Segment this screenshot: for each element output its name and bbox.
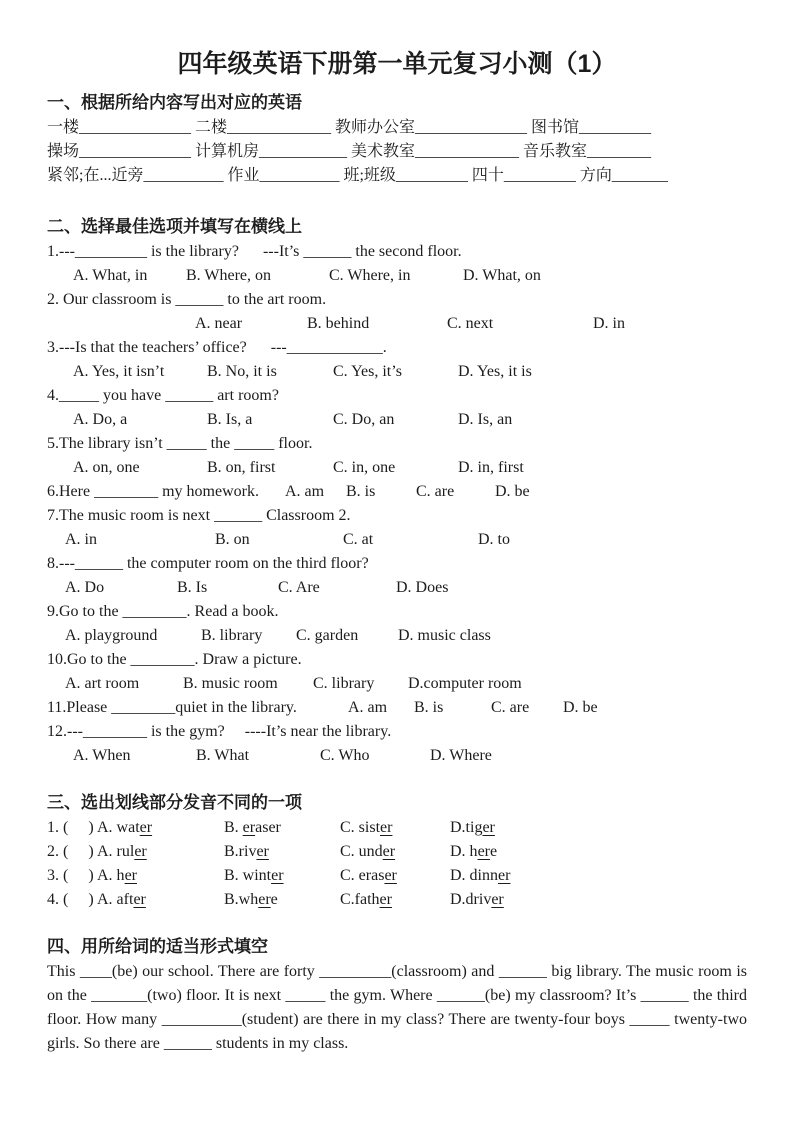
option-d: D. Yes, it is bbox=[458, 363, 532, 380]
option-d: D. to bbox=[478, 531, 510, 548]
option-c: C. are bbox=[416, 483, 455, 500]
question-12 bbox=[47, 720, 747, 768]
pronunciation-row-3 bbox=[47, 864, 747, 888]
pronunciation-row-4 bbox=[47, 888, 747, 912]
question-options bbox=[47, 456, 747, 480]
option-d: D. music class bbox=[398, 627, 491, 644]
option-d: D. dinner bbox=[450, 867, 511, 884]
vocab-line: 操场______________ 计算机房___________ 美术教室_____________ 音乐教室________ bbox=[47, 143, 652, 160]
question-stem: 2. Our classroom is ______ to the art room. bbox=[47, 291, 327, 308]
option-d: D. here bbox=[450, 843, 498, 860]
row-number: 2. ( ) bbox=[47, 843, 94, 860]
option-c: C. next bbox=[447, 315, 494, 332]
option-d: D. in, first bbox=[458, 459, 524, 476]
question-stem: 9.Go to the ________. Read a book. bbox=[47, 603, 279, 620]
question-stem: 5.The library isn’t _____ the _____ floor. bbox=[47, 435, 313, 452]
option-b: B. Where, on bbox=[186, 267, 272, 284]
question-stem: 12.---________ is the gym? ----It’s near the library. bbox=[47, 723, 392, 740]
option-a: A. Do, a bbox=[73, 411, 128, 428]
question-options bbox=[47, 264, 747, 288]
question-3 bbox=[47, 336, 747, 384]
section-vocabulary bbox=[47, 90, 747, 188]
section4-heading: 四、用所给词的适当形式填空 bbox=[47, 937, 268, 956]
question-options bbox=[47, 744, 747, 768]
question-5 bbox=[47, 432, 747, 480]
question-1 bbox=[47, 240, 747, 288]
question-stem: 3.---Is that the teachers’ office? ---____________. bbox=[47, 339, 387, 356]
row-number: 4. ( ) bbox=[47, 891, 94, 908]
question-options bbox=[47, 360, 747, 384]
question-stem: 8.---______ the computer room on the third floor? bbox=[47, 555, 369, 572]
pronunciation-row-2 bbox=[47, 840, 747, 864]
option-c: C. library bbox=[313, 675, 375, 692]
option-d: D. What, on bbox=[463, 267, 541, 284]
row-number: 1. ( ) bbox=[47, 819, 94, 836]
option-a: A. after bbox=[97, 891, 146, 908]
section-multiple-choice bbox=[47, 214, 747, 768]
question-options bbox=[47, 528, 747, 552]
option-d: D.computer room bbox=[408, 675, 522, 692]
section1-heading: 一、根据所给内容写出对应的英语 bbox=[47, 93, 302, 112]
option-a: A. When bbox=[73, 747, 131, 764]
option-c: C. eraser bbox=[340, 867, 397, 884]
option-c: C. sister bbox=[340, 819, 393, 836]
question-8 bbox=[47, 552, 747, 600]
question-options bbox=[285, 480, 530, 504]
vocab-line: 紧邻;在...近旁__________ 作业__________ 班;班级_________ 四十_________ 方向_______ bbox=[47, 167, 668, 184]
option-a: A. water bbox=[97, 819, 153, 836]
option-b: B. Is, a bbox=[207, 411, 253, 428]
option-d: D.tiger bbox=[450, 819, 495, 836]
question-4 bbox=[47, 384, 747, 432]
option-b: B.river bbox=[224, 843, 269, 860]
vocab-line: 一楼______________ 二楼_____________ 教师办公室______________ 图书馆_________ bbox=[47, 119, 652, 136]
pronunciation-row-1 bbox=[47, 816, 747, 840]
option-a: A. on, one bbox=[73, 459, 140, 476]
option-c: C. Where, in bbox=[329, 267, 411, 284]
option-a: A. What, in bbox=[73, 267, 148, 284]
question-6 bbox=[47, 480, 747, 504]
option-d: D. be bbox=[563, 699, 598, 716]
option-a: A. art room bbox=[65, 675, 140, 692]
option-c: C. at bbox=[343, 531, 374, 548]
question-10 bbox=[47, 648, 747, 696]
question-stem: 10.Go to the ________. Draw a picture. bbox=[47, 651, 302, 668]
page-title: 四年级英语下册第一单元复习小测（1） bbox=[177, 50, 617, 78]
option-c: C. Yes, it’s bbox=[333, 363, 402, 380]
question-options bbox=[47, 312, 747, 336]
option-a: A. Yes, it isn’t bbox=[73, 363, 165, 380]
question-options bbox=[47, 408, 747, 432]
question-stem: 6.Here ________ my homework. bbox=[47, 483, 259, 500]
option-c: C. are bbox=[491, 699, 530, 716]
option-b: B. No, it is bbox=[207, 363, 277, 380]
option-b: B. Is bbox=[177, 579, 208, 596]
option-b: B. What bbox=[196, 747, 250, 764]
option-b: B. eraser bbox=[224, 819, 281, 836]
question-stem: 1.---_________ is the library? ---It’s ______ the second floor. bbox=[47, 243, 462, 260]
option-d: D.driver bbox=[450, 891, 504, 908]
option-b: B. behind bbox=[307, 315, 370, 332]
option-d: D. Where bbox=[430, 747, 492, 764]
question-options bbox=[47, 672, 747, 696]
option-b: B. music room bbox=[183, 675, 278, 692]
option-a: A. Do bbox=[65, 579, 105, 596]
option-d: D. Does bbox=[396, 579, 449, 596]
question-11 bbox=[47, 696, 747, 720]
option-a: A. playground bbox=[65, 627, 158, 644]
option-a: A. ruler bbox=[97, 843, 147, 860]
question-stem: 4._____ you have ______ art room? bbox=[47, 387, 279, 404]
question-options bbox=[47, 576, 747, 600]
option-c: C. under bbox=[340, 843, 396, 860]
row-number: 3. ( ) bbox=[47, 867, 94, 884]
option-d: D. Is, an bbox=[458, 411, 513, 428]
cloze-paragraph: This ____(be) our school. There are forty _________(classroom) and ______ big library. The music room is on the _______(two) floor. It is next _____ the gym. Where ______(be) my classroom? It’s ______ the third floor. How many __________(student) are there in my class? There are twenty-four boys _____ twenty-two girls. So there are ______ students in my class. bbox=[47, 963, 747, 1052]
option-a: A. near bbox=[195, 315, 243, 332]
option-b: B. is bbox=[346, 483, 376, 500]
option-d: D. in bbox=[593, 315, 625, 332]
question-stem: 11.Please ________quiet in the library. bbox=[47, 699, 297, 716]
option-c: C.father bbox=[340, 891, 392, 908]
option-a: A. am bbox=[285, 483, 325, 500]
question-9 bbox=[47, 600, 747, 648]
option-d: D. be bbox=[495, 483, 530, 500]
question-options bbox=[47, 624, 747, 648]
section3-heading: 三、选出划线部分发音不同的一项 bbox=[47, 793, 302, 812]
option-b: B. on, first bbox=[207, 459, 276, 476]
option-c: C. Do, an bbox=[333, 411, 395, 428]
option-a: A. in bbox=[65, 531, 97, 548]
option-c: C. Who bbox=[320, 747, 370, 764]
section-cloze bbox=[47, 934, 747, 1056]
section-pronunciation bbox=[47, 790, 747, 912]
option-c: C. Are bbox=[278, 579, 320, 596]
option-a: A. am bbox=[348, 699, 388, 716]
option-b: B. library bbox=[201, 627, 263, 644]
option-b: B. on bbox=[215, 531, 250, 548]
question-stem: 7.The music room is next ______ Classroom 2. bbox=[47, 507, 351, 524]
question-2 bbox=[47, 288, 747, 336]
option-b: B.where bbox=[224, 891, 278, 908]
option-b: B. winter bbox=[224, 867, 284, 884]
option-c: C. in, one bbox=[333, 459, 396, 476]
option-b: B. is bbox=[414, 699, 444, 716]
option-c: C. garden bbox=[296, 627, 359, 644]
question-options bbox=[348, 696, 598, 720]
option-a: A. her bbox=[97, 867, 137, 884]
question-7 bbox=[47, 504, 747, 552]
section2-heading: 二、选择最佳选项并填写在横线上 bbox=[47, 217, 302, 236]
